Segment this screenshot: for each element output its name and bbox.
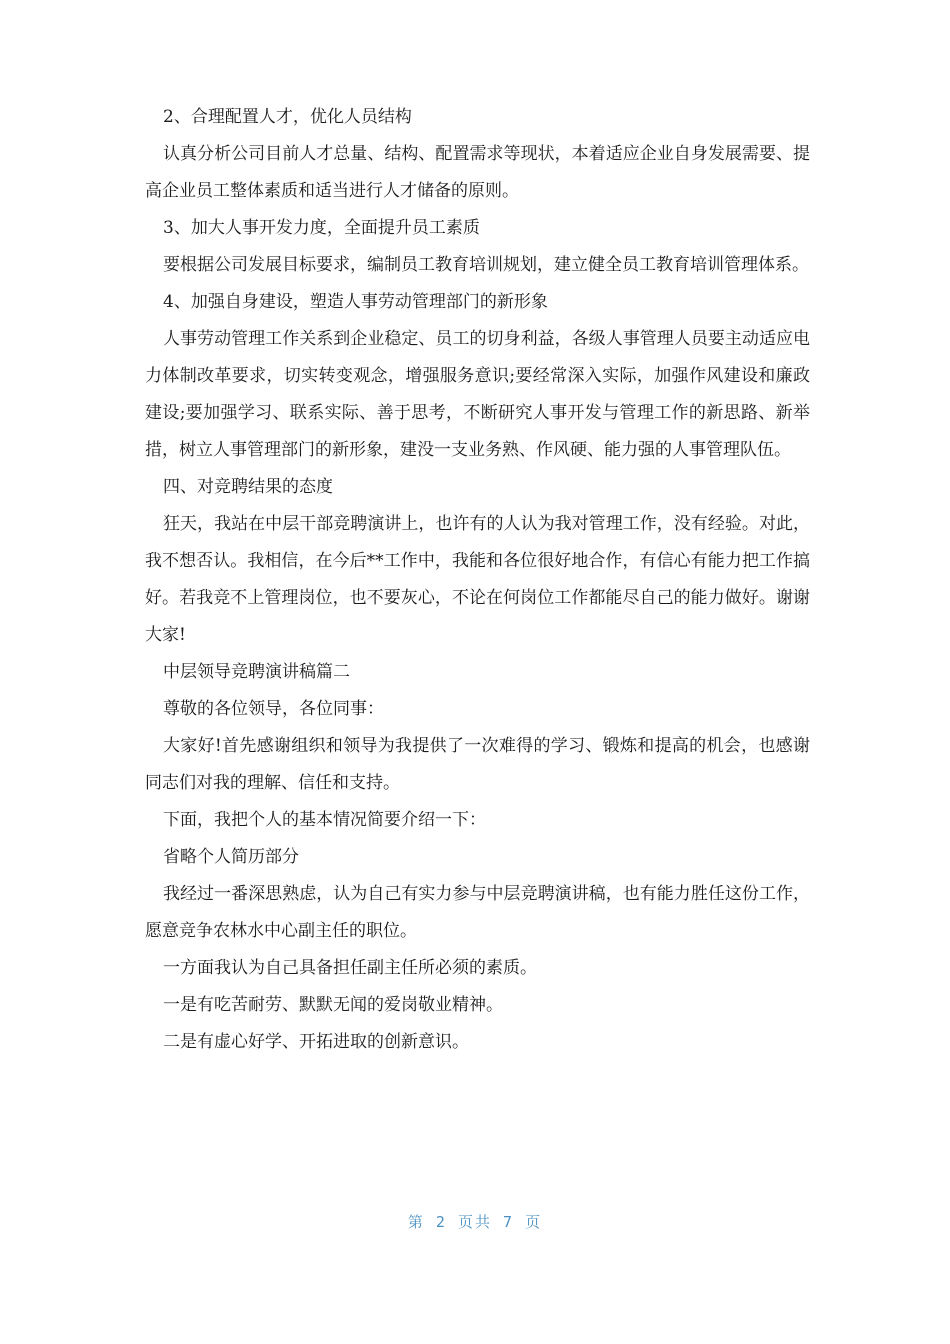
page-number-footer: 第 2 页共 7 页 [407, 1213, 543, 1231]
paragraph: 二是有虚心好学、开拓进取的创新意识。 [163, 1032, 469, 1052]
paragraph: 人事劳动管理工作关系到企业稳定、员工的切身利益，各级人事管理人员要主动适应电力体制改革要求，切实转变观念，增强服务意识;要经常深入实际，加强作风建设和廉政建设;要加强学习、联系实际、善于思考，不断研究人事开发与管理工作的新思路、新举措，树立人事管理部门的新形象，建没一支业务熟、作风硬、能力强的人事管理队伍。 [145, 329, 810, 460]
paragraph: 要根据公司发展目标要求，编制员工教育培训规划，建立健全员工教育培训管理体系。 [163, 255, 809, 275]
paragraph: 大家好!首先感谢组织和领导为我提供了一次难得的学习、锻炼和提高的机会，也感谢同志们对我的理解、信任和支持。 [145, 736, 810, 793]
section-heading-2: 2、合理配置人才，优化人员结构 [163, 107, 412, 127]
paragraph: 我经过一番深思熟虑，认为自己有实力参与中层竞聘演讲稿，也有能力胜任这份工作，愿意竞争农林水中心副主任的职位。 [145, 884, 810, 941]
paragraph: 一是有吃苦耐劳、默默无闻的爱岗敬业精神。 [163, 995, 503, 1015]
section-heading-4: 4、加强自身建设，塑造人事劳动管理部门的新形象 [163, 292, 548, 312]
paragraph: 省略个人简历部分 [163, 847, 299, 867]
paragraph: 下面，我把个人的基本情况简要介绍一下： [163, 810, 486, 830]
section-heading-attitude: 四、对竞聘结果的态度 [163, 477, 333, 497]
salutation: 尊敬的各位领导，各位同事： [163, 699, 384, 719]
document-body [145, 99, 810, 1061]
paragraph: 狂天，我站在中层干部竞聘演讲上，也许有的人认为我对管理工作，没有经验。对此，我不想否认。我相信，在今后**工作中，我能和各位很好地合作，有信心有能力把工作搞好。若我竞不上管理岗位，也不要灰心，不论在何岗位工作都能尽自己的能力做好。谢谢大家! [145, 514, 810, 645]
section-heading-3: 3、加大人事开发力度，全面提升员工素质 [163, 218, 480, 238]
article-title-part-two: 中层领导竞聘演讲稿篇二 [163, 662, 350, 682]
paragraph: 认真分析公司目前人才总量、结构、配置需求等现状，本着适应企业自身发展需要、提高企业员工整体素质和适当进行人才储备的原则。 [145, 144, 810, 201]
paragraph: 一方面我认为自己具备担任副主任所必须的素质。 [163, 958, 537, 978]
